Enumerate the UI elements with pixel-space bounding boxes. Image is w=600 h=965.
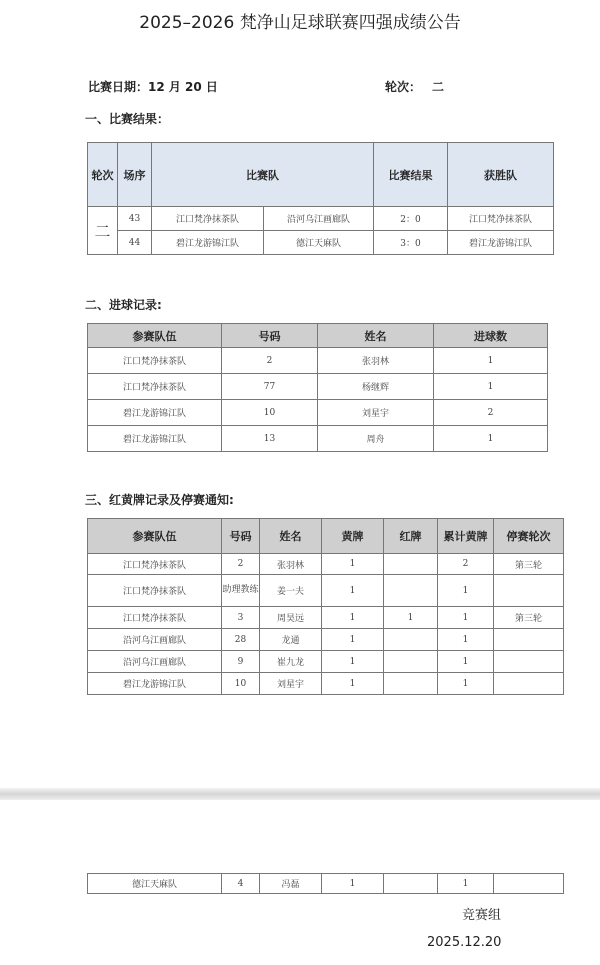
- cell: 2: [222, 554, 260, 575]
- cell: [384, 651, 438, 673]
- header-yellow: 黄牌: [322, 519, 384, 554]
- cell: 江口梵净抹茶队: [88, 554, 222, 575]
- cell: 1: [384, 607, 438, 629]
- table-row: [88, 554, 564, 575]
- cell: [494, 673, 564, 695]
- cell: 第三轮: [494, 607, 564, 629]
- cell: 1: [438, 607, 494, 629]
- cell: 2: [438, 554, 494, 575]
- table-row: [88, 348, 548, 374]
- cell: 1: [434, 348, 548, 374]
- table-row: [88, 629, 564, 651]
- section-cards-heading: 三、红黄牌记录及停赛通知:: [85, 493, 234, 507]
- cell: 13: [222, 426, 318, 452]
- cell: [494, 629, 564, 651]
- cell: 刘星宇: [260, 673, 322, 695]
- cell: 1: [322, 651, 384, 673]
- winner: 碧江龙游锦江队: [448, 231, 554, 255]
- table-row: [88, 426, 548, 452]
- table-row: [88, 231, 554, 255]
- cell: [384, 575, 438, 607]
- cell: 江口梵净抹茶队: [88, 374, 222, 400]
- cell: 第三轮: [494, 554, 564, 575]
- cell: 杨继辉: [318, 374, 434, 400]
- cell: 1: [434, 426, 548, 452]
- cell: 1: [438, 575, 494, 607]
- cell: 1: [438, 651, 494, 673]
- table-row: [88, 874, 564, 894]
- header-match-no: 场序: [118, 143, 152, 207]
- results-table: [87, 142, 554, 255]
- cell: [494, 874, 564, 894]
- cell: 江口梵净抹茶队: [88, 607, 222, 629]
- table-row: [88, 651, 564, 673]
- cell: 碧江龙游锦江队: [88, 400, 222, 426]
- table-row: [88, 374, 548, 400]
- header-accum-yellow: 累计黄牌: [438, 519, 494, 554]
- cell: 4: [222, 874, 260, 894]
- cell: [384, 874, 438, 894]
- cell: 刘星宇: [318, 400, 434, 426]
- match-no: 44: [118, 231, 152, 255]
- cell: [494, 575, 564, 607]
- cell: 龙通: [260, 629, 322, 651]
- cell: 1: [438, 673, 494, 695]
- round-cell: 二: [88, 207, 118, 255]
- cell: 江口梵净抹茶队: [88, 348, 222, 374]
- match-date: 比赛日期：12 月 20 日: [88, 80, 218, 94]
- header-winner: 获胜队: [448, 143, 554, 207]
- away-team: 沿河乌江画廊队: [264, 207, 374, 231]
- cell: 江口梵净抹茶队: [88, 575, 222, 607]
- page-break-divider: [0, 788, 600, 800]
- table-row: [88, 575, 564, 607]
- cell: 崔九龙: [260, 651, 322, 673]
- cards-table-continued: [87, 873, 564, 894]
- cell: 周舟: [318, 426, 434, 452]
- result: 2：0: [374, 207, 448, 231]
- header-name: 姓名: [318, 324, 434, 348]
- cell: 沿河乌江画廊队: [88, 629, 222, 651]
- signature-date: 2025.12.20: [427, 935, 502, 950]
- header-team: 参赛队伍: [88, 324, 222, 348]
- cell: 2: [222, 348, 318, 374]
- result: 3：0: [374, 231, 448, 255]
- cell: 德江天麻队: [88, 874, 222, 894]
- header-number: 号码: [222, 519, 260, 554]
- cell: 张羽林: [318, 348, 434, 374]
- cell: 10: [222, 400, 318, 426]
- cell: 1: [322, 673, 384, 695]
- table-row: [88, 207, 554, 231]
- cell: 周昊远: [260, 607, 322, 629]
- header-number: 号码: [222, 324, 318, 348]
- round-label: 轮次：: [385, 80, 422, 94]
- section-goals-heading: 二、进球记录:: [85, 298, 162, 312]
- cell: 1: [322, 607, 384, 629]
- table-row: [88, 607, 564, 629]
- cell: [384, 554, 438, 575]
- cell: [384, 629, 438, 651]
- cell: 1: [322, 554, 384, 575]
- cell: 77: [222, 374, 318, 400]
- table-row: [88, 673, 564, 695]
- match-no: 43: [118, 207, 152, 231]
- header-teams: 比赛队: [152, 143, 374, 207]
- cell: [494, 651, 564, 673]
- section-results-heading: 一、比赛结果：: [85, 112, 170, 126]
- cell: 1: [438, 874, 494, 894]
- header-round: 轮次: [88, 143, 118, 207]
- cell: 10: [222, 673, 260, 695]
- cell: 1: [322, 874, 384, 894]
- cell: 1: [434, 374, 548, 400]
- cell: 1: [438, 629, 494, 651]
- round-value: 二: [432, 80, 445, 94]
- signature-org: 竞赛组: [462, 908, 502, 923]
- header-name: 姓名: [260, 519, 322, 554]
- cell: 张羽林: [260, 554, 322, 575]
- cell: 助理教练: [222, 575, 260, 607]
- cell: [384, 673, 438, 695]
- header-red: 红牌: [384, 519, 438, 554]
- page-title: 2025–2026 梵净山足球联赛四强成绩公告: [139, 13, 461, 33]
- cell: 碧江龙游锦江队: [88, 426, 222, 452]
- cell: 碧江龙游锦江队: [88, 673, 222, 695]
- cell: 冯磊: [260, 874, 322, 894]
- cell: 3: [222, 607, 260, 629]
- cards-table: [87, 518, 564, 695]
- header-result: 比赛结果: [374, 143, 448, 207]
- cell: 28: [222, 629, 260, 651]
- table-row: [88, 400, 548, 426]
- cell: 姜一夫: [260, 575, 322, 607]
- header-team: 参赛队伍: [88, 519, 222, 554]
- header-suspension: 停赛轮次: [494, 519, 564, 554]
- header-goals: 进球数: [434, 324, 548, 348]
- winner: 江口梵净抹茶队: [448, 207, 554, 231]
- goals-table: [87, 323, 548, 452]
- cell: 2: [434, 400, 548, 426]
- cell: 1: [322, 575, 384, 607]
- cell: 1: [322, 629, 384, 651]
- home-team: 碧江龙游锦江队: [152, 231, 264, 255]
- cell: 沿河乌江画廊队: [88, 651, 222, 673]
- cell: 9: [222, 651, 260, 673]
- away-team: 德江天麻队: [264, 231, 374, 255]
- home-team: 江口梵净抹茶队: [152, 207, 264, 231]
